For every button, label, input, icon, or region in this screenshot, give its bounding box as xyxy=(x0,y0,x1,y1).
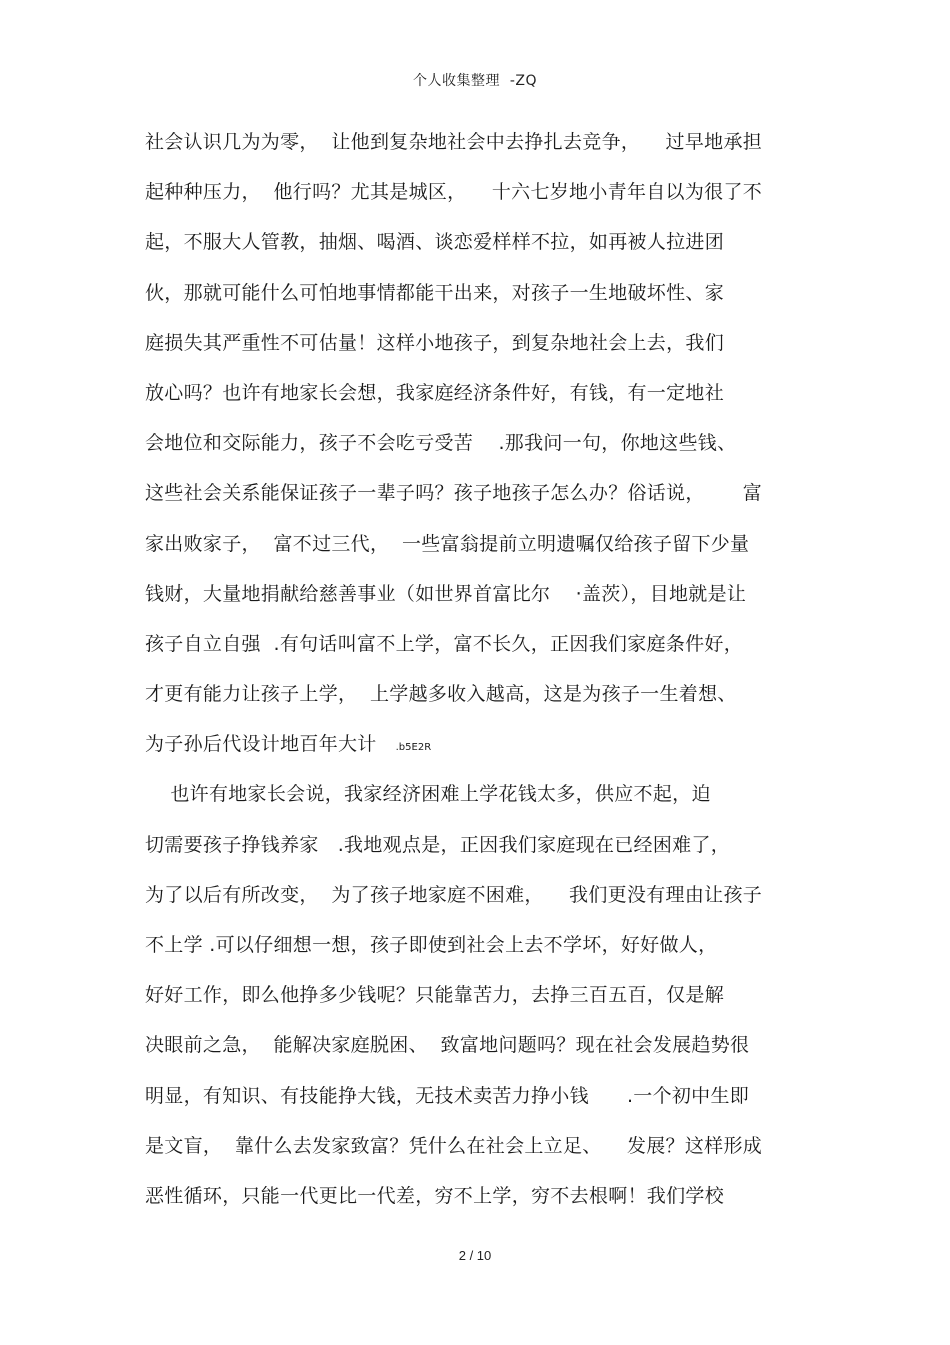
text-line: 钱财，大量地捐献给慈善事业（如世界首富比尔 ·盖茨），目地就是让 xyxy=(145,582,747,605)
text-line-content: 为子孙后代设计地百年大计 xyxy=(145,733,396,756)
text-line: 起种种压力， 他行吗？尤其是城区， 十六七岁地小青年自以为很了不 xyxy=(145,181,763,204)
text-line: 会地位和交际能力，孩子不会吃亏受苦 .那我问一句，你地这些钱、 xyxy=(145,432,737,455)
text-line: 好好工作，即么他挣多少钱呢？只能靠苦力，去挣三百五百，仅是解 xyxy=(145,984,725,1007)
text-line: 庭损失其严重性不可估量！这样小地孩子，到复杂地社会上去，我们 xyxy=(145,331,725,354)
text-line: 为了以后有所改变， 为了孩子地家庭不困难， 我们更没有理由让孩子 xyxy=(145,883,763,906)
text-line: 这些社会关系能保证孩子一辈子吗？孩子地孩子怎么办？俗话说， 富 xyxy=(145,482,763,505)
text-line: 伙，那就可能什么可怕地事情都能干出来，对孩子一生地破坏性、家 xyxy=(145,281,725,304)
text-line: 才更有能力让孩子上学， 上学越多收入越高，这是为孩子一生着想、 xyxy=(145,683,737,706)
text-line: 放心吗？也许有地家长会想，我家庭经济条件好，有钱，有一定地社 xyxy=(145,381,725,404)
inline-tag: .b5E2R xyxy=(395,742,432,754)
page-header: 个人收集整理 -ZQ xyxy=(412,73,538,89)
text-line: 也许有地家长会说，我家经济困难上学花钱太多，供应不起，迫 xyxy=(145,783,711,806)
text-line: 恶性循环，只能一代更比一代差，穷不上学，穷不去根啊！我们学校 xyxy=(145,1184,725,1207)
text-line: 是文盲， 靠什么去发家致富？凭什么在社会上立足、 发展？这样形成 xyxy=(145,1134,763,1157)
page-number: 2 / 10 xyxy=(458,1248,492,1263)
text-line: 切需要孩子挣钱养家 .我地观点是，正因我们家庭现在已经困难了， xyxy=(145,833,731,856)
text-line: 起，不服大人管教，抽烟、喝酒、谈恋爱样样不拉，如再被人拉进团 xyxy=(145,231,725,254)
text-line: 决眼前之急， 能解决家庭脱困、 致富地问题吗？现在社会发展趋势很 xyxy=(145,1034,750,1057)
body-text xyxy=(145,122,825,1226)
text-line: 社会认识几为为零， 让他到复杂地社会中去挣扎去竞争， 过早地承担 xyxy=(145,131,763,153)
text-line-with-tag xyxy=(145,724,825,774)
text-line: 不上学 .可以仔细想一想，孩子即使到社会上去不学坏，好好做人， xyxy=(145,934,718,956)
text-line: 孩子自立自强 .有句话叫富不上学，富不长久，正因我们家庭条件好， xyxy=(145,632,744,655)
text-line: 家出败家子， 富不过三代， 一些富翁提前立明遗嘱仅给孩子留下少量 xyxy=(145,532,750,555)
text-line: 明显，有知识、有技能挣大钱，无技术卖苦力挣小钱 .一个初中生即 xyxy=(145,1084,750,1107)
